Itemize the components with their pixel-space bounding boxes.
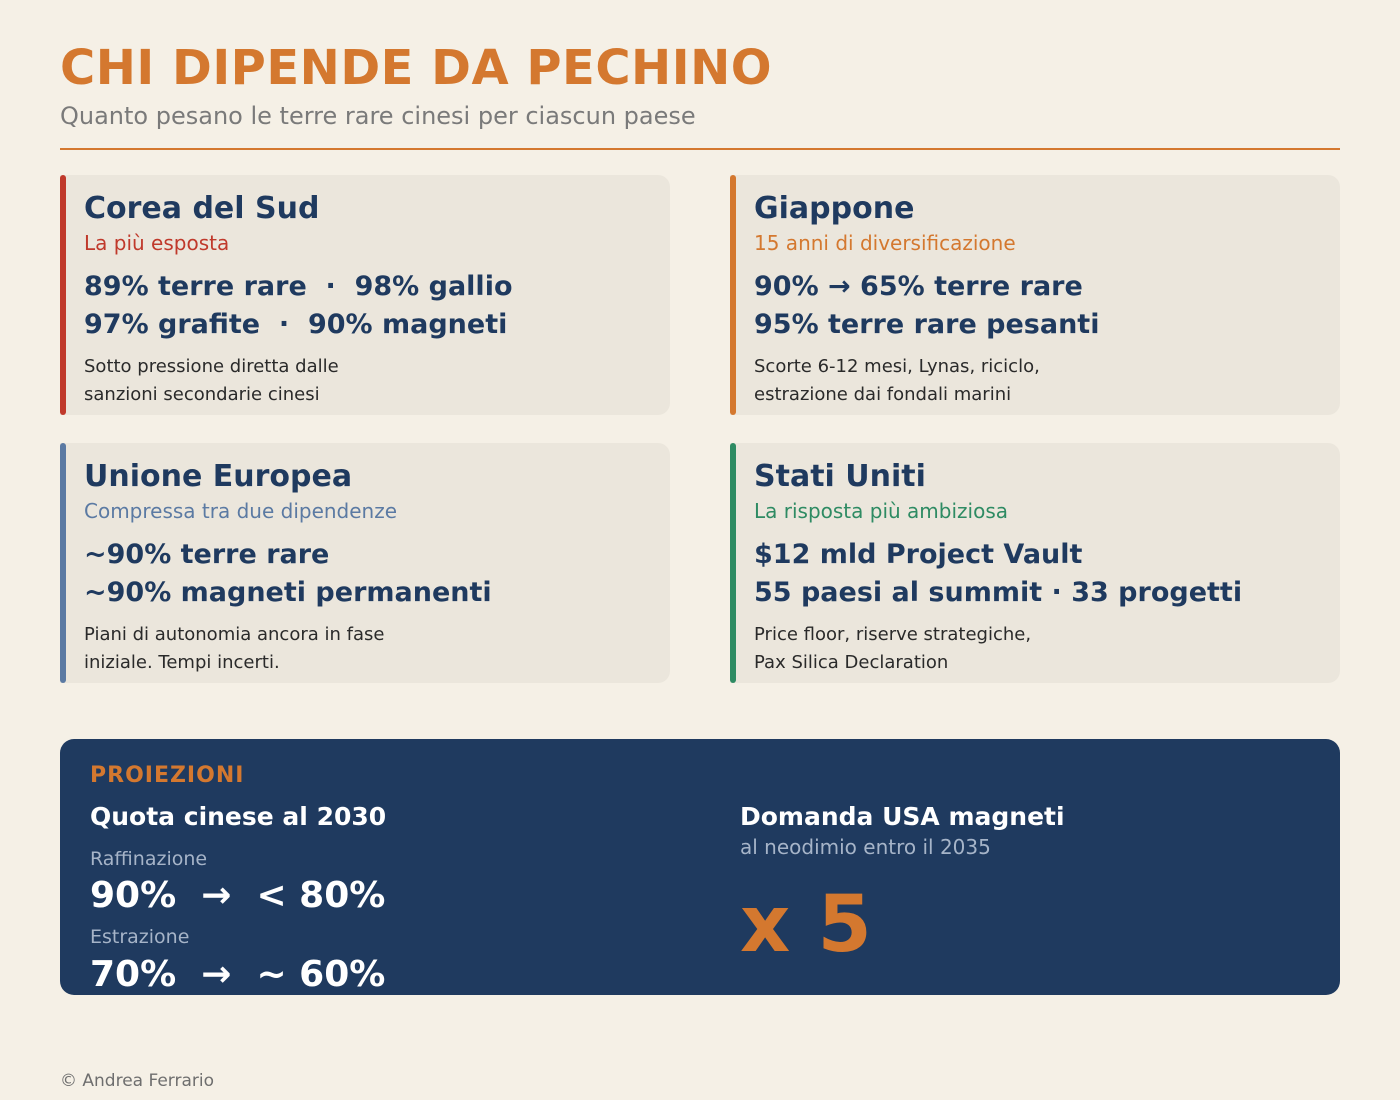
projections-label: PROIEZIONI <box>90 763 245 788</box>
country-stat: 95% terre rare pesanti <box>754 309 1100 340</box>
country-card-south-korea <box>60 175 670 415</box>
footer-credit: © Andrea Ferrario <box>60 1071 215 1091</box>
metric-label-extraction: Estrazione <box>90 926 190 948</box>
country-note: iniziale. Tempi incerti. <box>84 652 280 673</box>
country-card-japan <box>730 175 1340 415</box>
card-accent-bar <box>730 443 736 683</box>
country-note: Piani di autonomia ancora in fase <box>84 624 385 645</box>
card-accent-bar <box>730 175 736 415</box>
country-note: estrazione dai fondali marini <box>754 384 1012 405</box>
country-name: Stati Uniti <box>754 459 926 494</box>
country-stat: 55 paesi al summit · 33 progetti <box>754 577 1243 608</box>
country-stat: ~90% terre rare <box>84 539 330 570</box>
us-demand-multiplier: x 5 <box>740 880 872 970</box>
us-demand-subtitle: al neodimio entro il 2035 <box>740 835 991 859</box>
metric-value-refining: 90% → < 80% <box>90 875 386 916</box>
page-title: CHI DIPENDE DA PECHINO <box>60 40 773 96</box>
card-accent-bar <box>60 175 66 415</box>
country-tagline: Compressa tra due dipendenze <box>84 499 398 523</box>
country-note: sanzioni secondarie cinesi <box>84 384 320 405</box>
page-subtitle: Quanto pesano le terre rare cinesi per ciascun paese <box>60 102 696 130</box>
china-share-title: Quota cinese al 2030 <box>90 802 387 831</box>
country-note: Scorte 6-12 mesi, Lynas, riciclo, <box>754 356 1040 377</box>
country-tagline: La risposta più ambiziosa <box>754 499 1009 523</box>
us-demand-title: Domanda USA magneti <box>740 802 1065 831</box>
country-stat: 97% grafite · 90% magneti <box>84 309 508 340</box>
country-note: Sotto pressione diretta dalle <box>84 356 339 377</box>
metric-value-extraction: 70% → ~ 60% <box>90 954 386 995</box>
country-name: Giappone <box>754 191 915 226</box>
country-tagline: La più esposta <box>84 231 230 255</box>
country-name: Unione Europea <box>84 459 353 494</box>
metric-label-refining: Raffinazione <box>90 848 208 870</box>
projections-panel <box>60 739 1340 995</box>
country-stat: $12 mld Project Vault <box>754 539 1083 570</box>
country-name: Corea del Sud <box>84 191 320 226</box>
country-tagline: 15 anni di diversificazione <box>754 231 1016 255</box>
header-divider <box>60 148 1340 150</box>
country-note: Price floor, riserve strategiche, <box>754 624 1032 645</box>
country-note: Pax Silica Declaration <box>754 652 949 673</box>
country-card-united-states <box>730 443 1340 683</box>
country-stat: ~90% magneti permanenti <box>84 577 492 608</box>
country-card-european-union <box>60 443 670 683</box>
country-stat: 90% → 65% terre rare <box>754 271 1083 302</box>
card-accent-bar <box>60 443 66 683</box>
country-stat: 89% terre rare · 98% gallio <box>84 271 513 302</box>
